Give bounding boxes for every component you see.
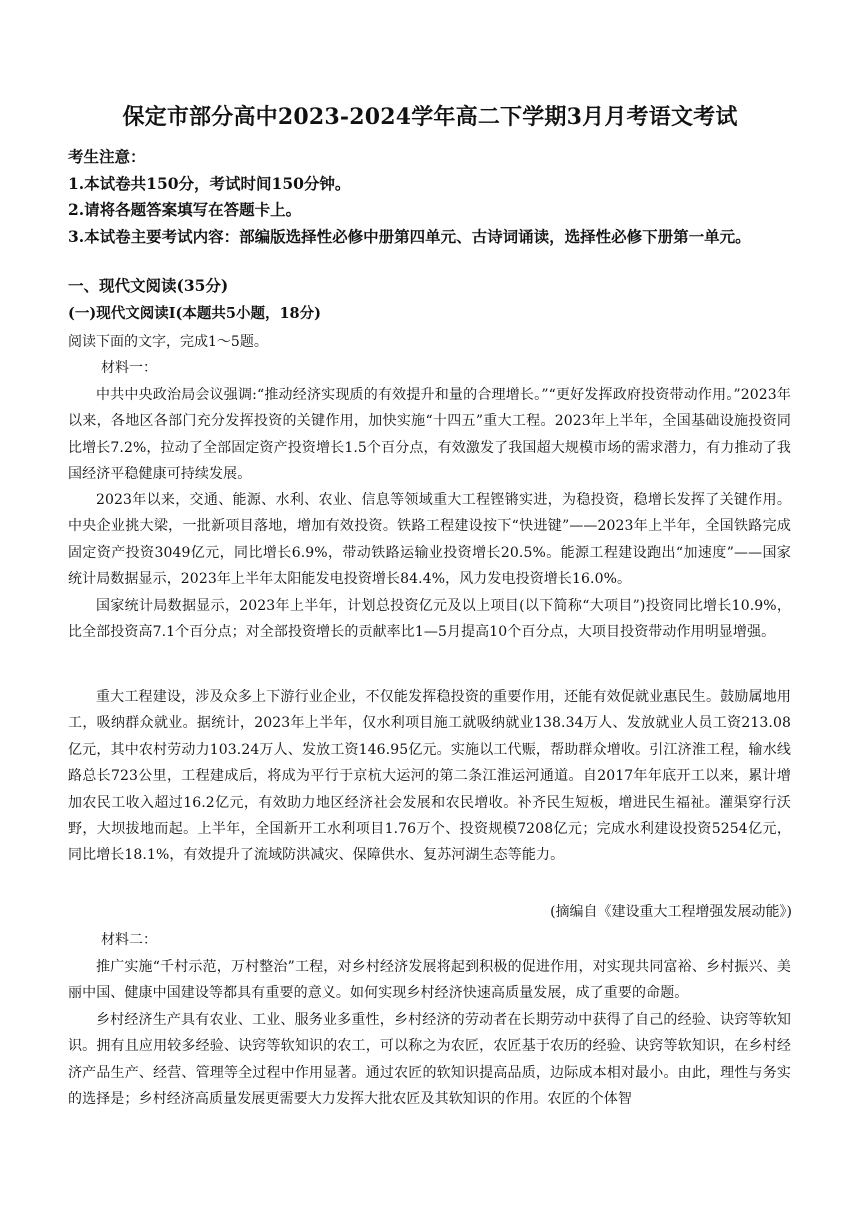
candidate-notice bbox=[68, 144, 788, 250]
notice-item-1: 1.本试卷共150分，考试时间150分钟。 bbox=[68, 173, 351, 193]
material-1-paragraph-1: 中共中央政治局会议强调:“推动经济实现质的有效提升和量的合理增长。”“更好发挥政府投资带动作用。”2023年以来，各地区各部门充分发挥投资的关键作用，加快实施“十四五”重大工程。2023年上半年，全国基础设施投资同比增长7.2%，拉动了全部固定资产投资增长1.5个百分点，有效激发了我国超大规模市场的需求潜力，有力推动了我国经济平稳健康可持续发展。 bbox=[68, 387, 791, 483]
reading-instruction: 阅读下面的文字，完成1～5题。 bbox=[68, 334, 268, 350]
material-1-source: (摘编自《建设重大工程增强发展动能》) bbox=[550, 904, 792, 920]
material-1-label: 材料一： bbox=[101, 360, 157, 376]
notice-item-3: 3.本试卷主要考试内容：部编版选择性必修中册第四单元、古诗词诵读，选择性必修下册第一单元。 bbox=[68, 226, 751, 246]
notice-item-2: 2.请将各题答案填写在答题卡上。 bbox=[68, 200, 302, 219]
material-1-paragraph-4: 重大工程建设，涉及众多上下游行业企业，不仅能发挥稳投资的重要作用，还能有效促就业惠民生。鼓励属地用工，吸纳群众就业。据统计，2023年上半年，仅水利项目施工就吸纳就业138.34万人、发放就业人员工资213.08亿元，其中农村劳动力103.24万人、发放工资146.95亿元。实施以工代赈，帮助群众增收。引江济淮工程，输水线路总长723公里，工程建成后，将成为平行于京杭大运河的第二条江淮运河通道。自2017年年底开工以来，累计增加农民工收入超过16.2亿元，有效助力地区经济社会发展和农民增收。补齐民生短板，增进民生福祉。灌渠穿行沃野，大坝拔地而起。上半年，全国新开工水利项目1.76万个、投资规模7208亿元；完成水利建设投资5254亿元，同比增长18.1%，有效提升了流域防洪减灾、保障供水、复苏河湖生态等能力。 bbox=[68, 689, 791, 864]
material-1-paragraph-2: 2023年以来，交通、能源、水利、农业、信息等领域重大工程铿锵实进，为稳投资，稳增长发挥了关键作用。中央企业挑大梁，一批新项目落地，增加有效投资。铁路工程建设按下“快进键”——2023年上半年，全国铁路完成固定资产投资3049亿元，同比增长6.9%，带动铁路运输业投资增长20.5%。能源工程建设跑出“加速度”——国家统计局数据显示，2023年上半年太阳能发电投资增长84.4%，风力发电投资增长16.0%。 bbox=[68, 492, 791, 588]
exam-title: 保定市部分高中2023-2024学年高二下学期3月月考语文考试 bbox=[122, 104, 738, 130]
notice-heading: 考生注意： bbox=[68, 147, 146, 166]
material-2-label: 材料二： bbox=[101, 932, 157, 948]
material-1-paragraph-3: 国家统计局数据显示，2023年上半年，计划总投资亿元及以上项目(以下简称“大项目”)投资同比增长10.9%，比全部投资高7.1个百分点；对全部投资增长的贡献率比1—5月提高10个百分点，大项目投资带动作用明显增强。 bbox=[68, 598, 791, 641]
material-2-paragraph-2: 乡村经济生产具有农业、工业、服务业多重性，乡村经济的劳动者在长期劳动中获得了自己的经验、诀窍等软知识。拥有且应用较多经验、诀窍等软知识的农工，可以称之为农匠，农匠基于农历的经验、诀窍等软知识，在乡村经济产品生产、经营、管理等全过程中作用显著。通过农匠的软知识提高品质，边际成本相对最小。由此，理性与务实的选择是；乡村经济高质量发展更需要大力发挥大批农匠及其软知识的作用。农匠的个体智 bbox=[68, 1012, 791, 1108]
section-heading: 一、现代文阅读(35分) bbox=[68, 276, 229, 295]
subsection-heading: (一)现代文阅读Ⅰ(本题共5小题，18分) bbox=[68, 305, 321, 322]
material-2-paragraph-1: 推广实施“千村示范，万村整治”工程，对乡村经济发展将起到积极的促进作用，对实现共同富裕、乡村振兴、美丽中国、健康中国建设等都具有重要的意义。如何实现乡村经济快速高质量发展，成了重要的命题。 bbox=[68, 959, 791, 1002]
